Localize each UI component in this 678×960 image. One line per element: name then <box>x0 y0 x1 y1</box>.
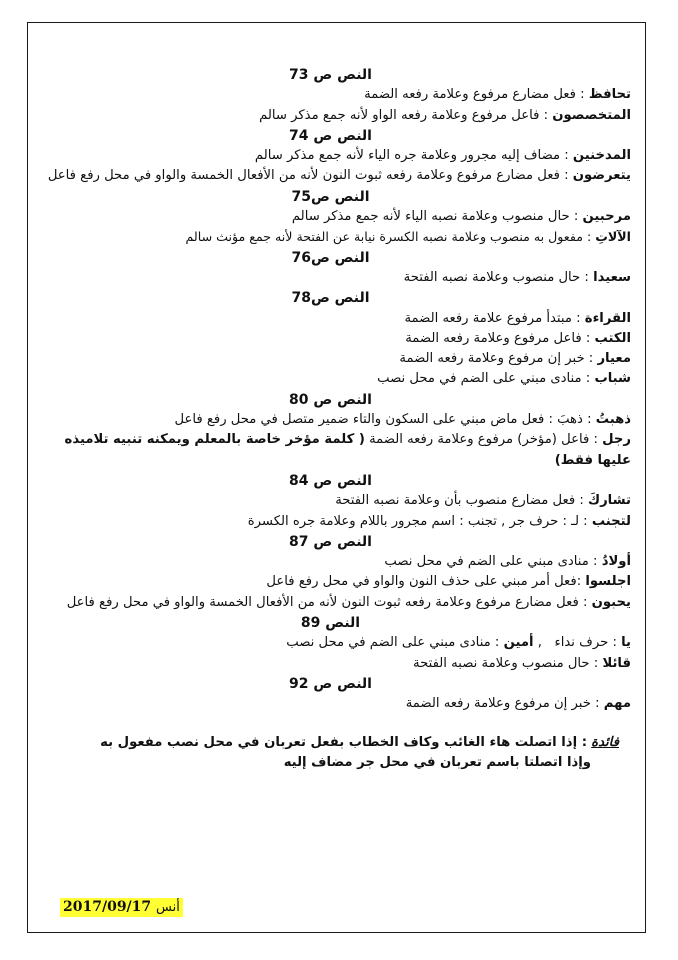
entry <box>40 329 631 349</box>
entry-text: : مفعول به منصوب وعلامة نصبه الكسرة نيابة عن الفتحة لأنه جمع مؤنث سالم <box>185 229 592 245</box>
entry-word: أولادُ <box>601 554 631 570</box>
spacer <box>40 715 631 733</box>
entry-word: القراءة <box>584 310 631 326</box>
entry-word: اجلسوا <box>585 574 631 590</box>
entry-word: ذهبتُ <box>595 412 631 428</box>
entry-word: يا <box>621 635 631 651</box>
entry <box>40 430 631 471</box>
entry-text: : خبر إن مرفوع وعلامة رفعه الضمة <box>405 696 600 712</box>
entry-word: سعيدا <box>593 269 631 285</box>
entry-word: معيار <box>597 351 631 367</box>
entry-text: : مبتدأ مرفوع علامة رفعه الضمة <box>404 310 581 326</box>
teacher-note: ( كلمة مؤخر خاصة بالمعلم ويمكنه تنبيه تلاميذه عليها فقط) <box>64 432 631 468</box>
entry <box>40 349 631 369</box>
entry-word: المدخنين <box>572 148 631 164</box>
entry <box>40 85 631 105</box>
entry <box>40 268 631 288</box>
entry-word: تحافظ <box>588 87 631 103</box>
entry-text: : خبر إن مرفوع وعلامة رفعه الضمة <box>399 351 594 367</box>
entry <box>40 227 631 247</box>
entry-word: يتعرضون <box>572 168 631 184</box>
entry-text: :فعل أمر مبني على حذف النون والواو في محل رفع فاعل <box>266 574 582 590</box>
fayda-line-1 <box>40 733 631 753</box>
entry-word: رجل <box>602 432 631 448</box>
section-heading: النص ص78 <box>291 290 370 307</box>
fayda-label: فائدة <box>591 734 619 750</box>
section-heading: النص ص 73 <box>289 67 372 83</box>
entry <box>40 369 631 389</box>
entry-text: : ذهبَ : فعل ماض مبني على السكون والتاء ضمير متصل في محل رفع فاعل <box>174 412 592 428</box>
entry <box>40 694 631 714</box>
entry-word: مهم <box>603 696 631 712</box>
entry-text: : حرف نداء <box>554 635 617 651</box>
entry-text: : فعل مضارع مرفوع وعلامة رفعه الضمة <box>364 87 585 103</box>
section-heading: النص ص 84 <box>289 472 372 489</box>
entry-text: : فاعل مرفوع وعلامة رفعه الواو لأنه جمع مذكر سالم <box>259 107 549 123</box>
entry <box>40 572 631 592</box>
entry-word: الآلاتِ <box>595 229 631 245</box>
entry-text: : منادى مبني على الضم في محل نصب <box>286 635 500 651</box>
entry-text: : فاعل (مؤخر) مرفوع وعلامة رفعه الضمة <box>369 432 598 448</box>
entry-text: : فاعل مرفوع وعلامة رفعه الضمة <box>405 330 591 346</box>
footer-author: أنس <box>156 900 180 915</box>
section-heading: النص ص 92 <box>289 675 372 692</box>
entry-text: : مضاف إليه مجرور وعلامة جره الياء لأنه جمع مذكر سالم <box>254 148 569 164</box>
entry <box>40 593 631 613</box>
entry <box>40 106 631 126</box>
section-heading: النص ص 74 <box>289 127 372 144</box>
footer-stamp <box>60 898 183 917</box>
entry-text: : فعل مضارع مرفوع وعلامة رفعه ثبوت النون لأنه من الأفعال الخمسة والواو في محل رفع فاعل <box>66 594 588 610</box>
entry <box>40 146 631 166</box>
entry-text: : فعل مضارع منصوب بأن وعلامة نصبه الفتحة <box>335 493 584 509</box>
entry <box>40 207 631 227</box>
entry-text: : حال منصوب وعلامة نصبه الفتحة <box>403 269 589 285</box>
entry <box>40 166 631 186</box>
entry <box>40 654 631 674</box>
entry <box>40 410 631 430</box>
document-page <box>27 22 646 933</box>
section-heading: النص ص76 <box>291 249 370 266</box>
section-heading: النص 89 <box>300 615 361 632</box>
entry-word: يحبون <box>591 594 631 610</box>
footer-date: 2017/09/17 <box>63 899 152 915</box>
entry <box>40 512 631 532</box>
entry <box>40 309 631 329</box>
entry-word: أمين <box>503 635 534 651</box>
separator: , <box>533 635 551 651</box>
section-heading: النص ص75 <box>291 188 370 205</box>
document-content <box>40 65 631 773</box>
entry <box>40 552 631 572</box>
entry-text: : حال منصوب وعلامة نصبه الياء لأنه جمع مذكر سالم <box>291 209 579 225</box>
fayda-line-2: وإذا اتصلتا باسم تعربان في محل جر مضاف إليه <box>283 754 591 770</box>
fayda-text: : إذا اتصلت هاء الغائب وكاف الخطاب بفعل تعربان في محل نصب مفعول به <box>100 734 587 750</box>
entry-word: قائلا <box>602 655 631 671</box>
entry-text: : حال منصوب وعلامة نصبه الفتحة <box>413 655 599 671</box>
entry-word: تشاركَ <box>587 493 631 509</box>
entry-word: لتجنب <box>591 513 631 529</box>
section-heading: النص ص 80 <box>289 391 372 408</box>
entry-text: : لـ : حرف جر , تجنب : اسم مجرور باللام وعلامة جره الكسرة <box>247 513 588 529</box>
entry-word: الكتب <box>594 330 631 346</box>
entry-text: : منادى مبني على الضم في محل نصب <box>377 371 591 387</box>
entry <box>40 633 631 653</box>
entry <box>40 491 631 511</box>
entry-text: : منادى مبني على الضم في محل نصب <box>384 554 598 570</box>
entry-word: شباب <box>594 371 631 387</box>
section-heading: النص ص 87 <box>289 533 372 550</box>
entry-word: المتخصصون <box>552 107 631 123</box>
entry-text: : فعل مضارع مرفوع وعلامة رفعه ثبوت النون لأنه من الأفعال الخمسة والواو في محل رفع فاعل <box>47 168 569 184</box>
entry-word: مرحبين <box>582 209 631 225</box>
